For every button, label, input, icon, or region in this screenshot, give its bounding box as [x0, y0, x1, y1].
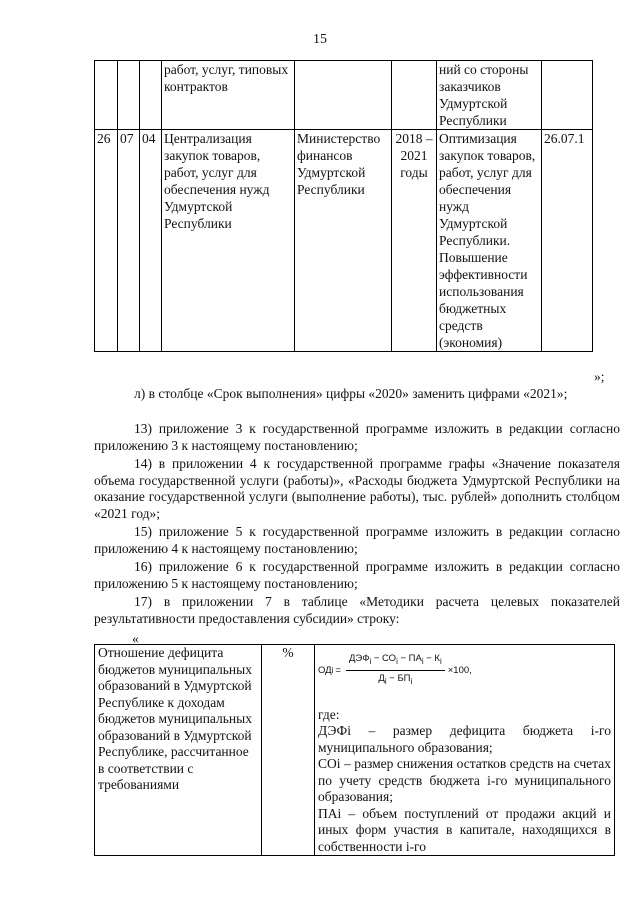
table-cell: 07 [118, 130, 140, 352]
table-cell [392, 61, 437, 130]
formula-sub: i [331, 665, 334, 675]
where-label: где: [318, 706, 340, 722]
table-cell [542, 61, 593, 130]
formula-numerator: $ДЭФ_i - СО_i - ПА_i - К_i$ [346, 651, 445, 671]
table-cell: работ, услуг, типовых контрактов [162, 61, 295, 130]
table-cell [118, 61, 140, 130]
table-cell: ний со стороны заказчиков Удмуртской Республики [437, 61, 542, 130]
paragraph-text: л) в столбце «Срок выполнения» цифры «2020» заменить цифрами «2021»; [134, 386, 568, 401]
table-cell [295, 61, 392, 130]
unit-cell: % [262, 645, 315, 856]
paragraph [94, 456, 620, 522]
table-cell: Оптимизация закупок товаров, работ, услуг для обеспечения нужд Удмуртской Республики. Повышение эффективности использования бюджетных средств (экономия) [437, 130, 542, 352]
page-number: 15 [313, 32, 327, 47]
table-cell: 26.07.1 [542, 130, 593, 352]
method-cell [315, 645, 615, 856]
table-row [95, 645, 615, 856]
paragraph-text: 15) приложение 5 к государственной программе изложить в редакции согласно приложению 4 к настоящему постановлению; [94, 524, 620, 556]
formula-lhs: ОД [318, 664, 332, 676]
paragraph [94, 559, 620, 592]
table-row [95, 130, 593, 352]
paragraph [94, 524, 620, 557]
definition: ПАi – объем поступлений от продажи акций и иных форм участия в капитале, находящихся в собственности i-го [318, 805, 611, 854]
table-cell: 2018 – 2021 годы [392, 130, 437, 352]
indicator-cell: Отношение дефицита бюджетов муниципальных образований в Удмуртской Республике к доходам бюджетов муниципальных образований в Удмуртской Республике, рассчитанное в соответствии с требованиями [95, 645, 262, 856]
definition: СОi – размер снижения остатков средств на счетах по учету средств бюджета i-го муниципального образования; [318, 756, 611, 805]
formula-tail: ×100, [447, 664, 472, 676]
table-cell [140, 61, 162, 130]
table-cell [95, 61, 118, 130]
table-cell: 04 [140, 130, 162, 352]
paragraph [94, 594, 620, 627]
table-cell: Министерство финансов Удмуртской Республики [295, 130, 392, 352]
paragraph [94, 386, 620, 403]
paragraph-text: 13) приложение 3 к государственной программе изложить в редакции согласно приложению 3 к настоящему постановлению; [94, 421, 620, 453]
table-row [95, 61, 593, 130]
opening-quote: « [132, 631, 139, 646]
definition: ДЭФi – размер дефицита бюджета i-го муниципального образования; [318, 723, 611, 755]
formula-fraction [346, 651, 445, 691]
formula-eq: = [335, 664, 341, 676]
table-cell: 26 [95, 130, 118, 352]
program-table [94, 60, 593, 352]
formula-denominator: $Д_i - БП_i$ [378, 673, 413, 687]
paragraph-text: 17) в приложении 7 в таблице «Методики расчета целевых показателей результативности предоставления субсидии» строку: [94, 594, 620, 626]
paragraph-text: 14) в приложении 4 к государственной программе графы «Значение показателя объема государственной услуги (работы)», «Расходы бюджета Удмуртской Республики на оказание государственной услуги (выполнение работы), тыс. рублей» дополнить столбцом «2021 год»; [94, 456, 620, 521]
table-cell: Централизация закупок товаров, работ, услуг для обеспечения нужд Удмуртской Республики [162, 130, 295, 352]
closing-quote: »; [594, 369, 605, 384]
paragraph [94, 421, 620, 454]
paragraph-text: 16) приложение 6 к государственной программе изложить в редакции согласно приложению 5 к настоящему постановлению; [94, 559, 620, 591]
formula [318, 651, 611, 691]
methodology-table [94, 644, 615, 856]
